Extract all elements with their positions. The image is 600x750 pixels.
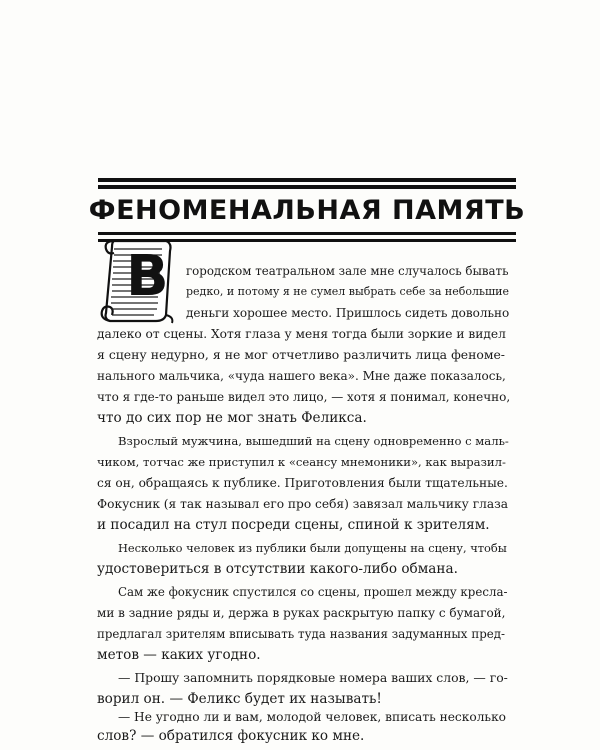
body-line: далеко от сцены. Хотя глаза у меня тогда были зоркие и видел xyxy=(97,327,506,341)
body-line: предлагал зрителям вписывать туда названия задуманных пред- xyxy=(97,627,505,641)
body-line: нального мальчика, «чуда нашего века». Мне даже показалось, xyxy=(97,369,506,383)
body-line: ми в задние ряды и, держа в руках раскрытую папку с бумагой, xyxy=(97,606,506,620)
banner-rule-top-1 xyxy=(98,178,516,182)
body-line: ворил он. — Феликс будет их называть! xyxy=(97,691,382,707)
body-line: метов — каких угодно. xyxy=(97,647,261,663)
chapter-title: ФЕНОМЕНАЛЬНАЯ ПАМЯТЬ xyxy=(88,194,526,226)
body-line: — Не угодно ли и вам, молодой человек, вписать несколько xyxy=(118,710,507,724)
drop-cap-letter: В xyxy=(126,244,169,309)
body-line: слов? — обратился фокусник ко мне. xyxy=(97,728,365,744)
body-line: — Прошу запомнить порядковые номера ваших слов, — го- xyxy=(118,670,508,685)
body-line: городском театральном зале мне случалось бывать xyxy=(186,264,509,278)
body-line: что до сих пор не мог знать Феликса. xyxy=(97,410,367,426)
body-line: Фокусник (я так называл его про себя) завязал мальчику глаза xyxy=(97,497,509,511)
body-line: и посадил на стул посреди сцены, спиной к зрителям. xyxy=(97,517,490,533)
body-line: деньги хорошее место. Пришлось сидеть довольно xyxy=(186,306,510,320)
body-line: редко, и потому я не сумел выбрать себе за небольшие xyxy=(186,285,510,298)
drop-cap xyxy=(100,235,182,325)
body-line: ся он, обращаясь к публике. Приготовления были тщательные. xyxy=(97,476,508,490)
body-line: чиком, тотчас же приступил к «сеансу мнемоники», как выразил- xyxy=(97,455,506,469)
body-line: удостовериться в отсутствии какого-либо обмана. xyxy=(97,561,458,577)
body-line: что я где-то раньше видел это лицо, — хотя я понимал, конечно, xyxy=(97,390,511,404)
body-line: Сам же фокусник спустился со сцены, прошел между кресла- xyxy=(118,585,508,599)
body-line: Несколько человек из публики были допущены на сцену, чтобы xyxy=(118,541,507,555)
banner-rule-top-2 xyxy=(98,185,516,189)
body-line: я сцену недурно, я не мог отчетливо различить лица феноме- xyxy=(97,347,505,362)
body-line: Взрослый мужчина, вышедший на сцену одновременно с маль- xyxy=(118,434,509,448)
